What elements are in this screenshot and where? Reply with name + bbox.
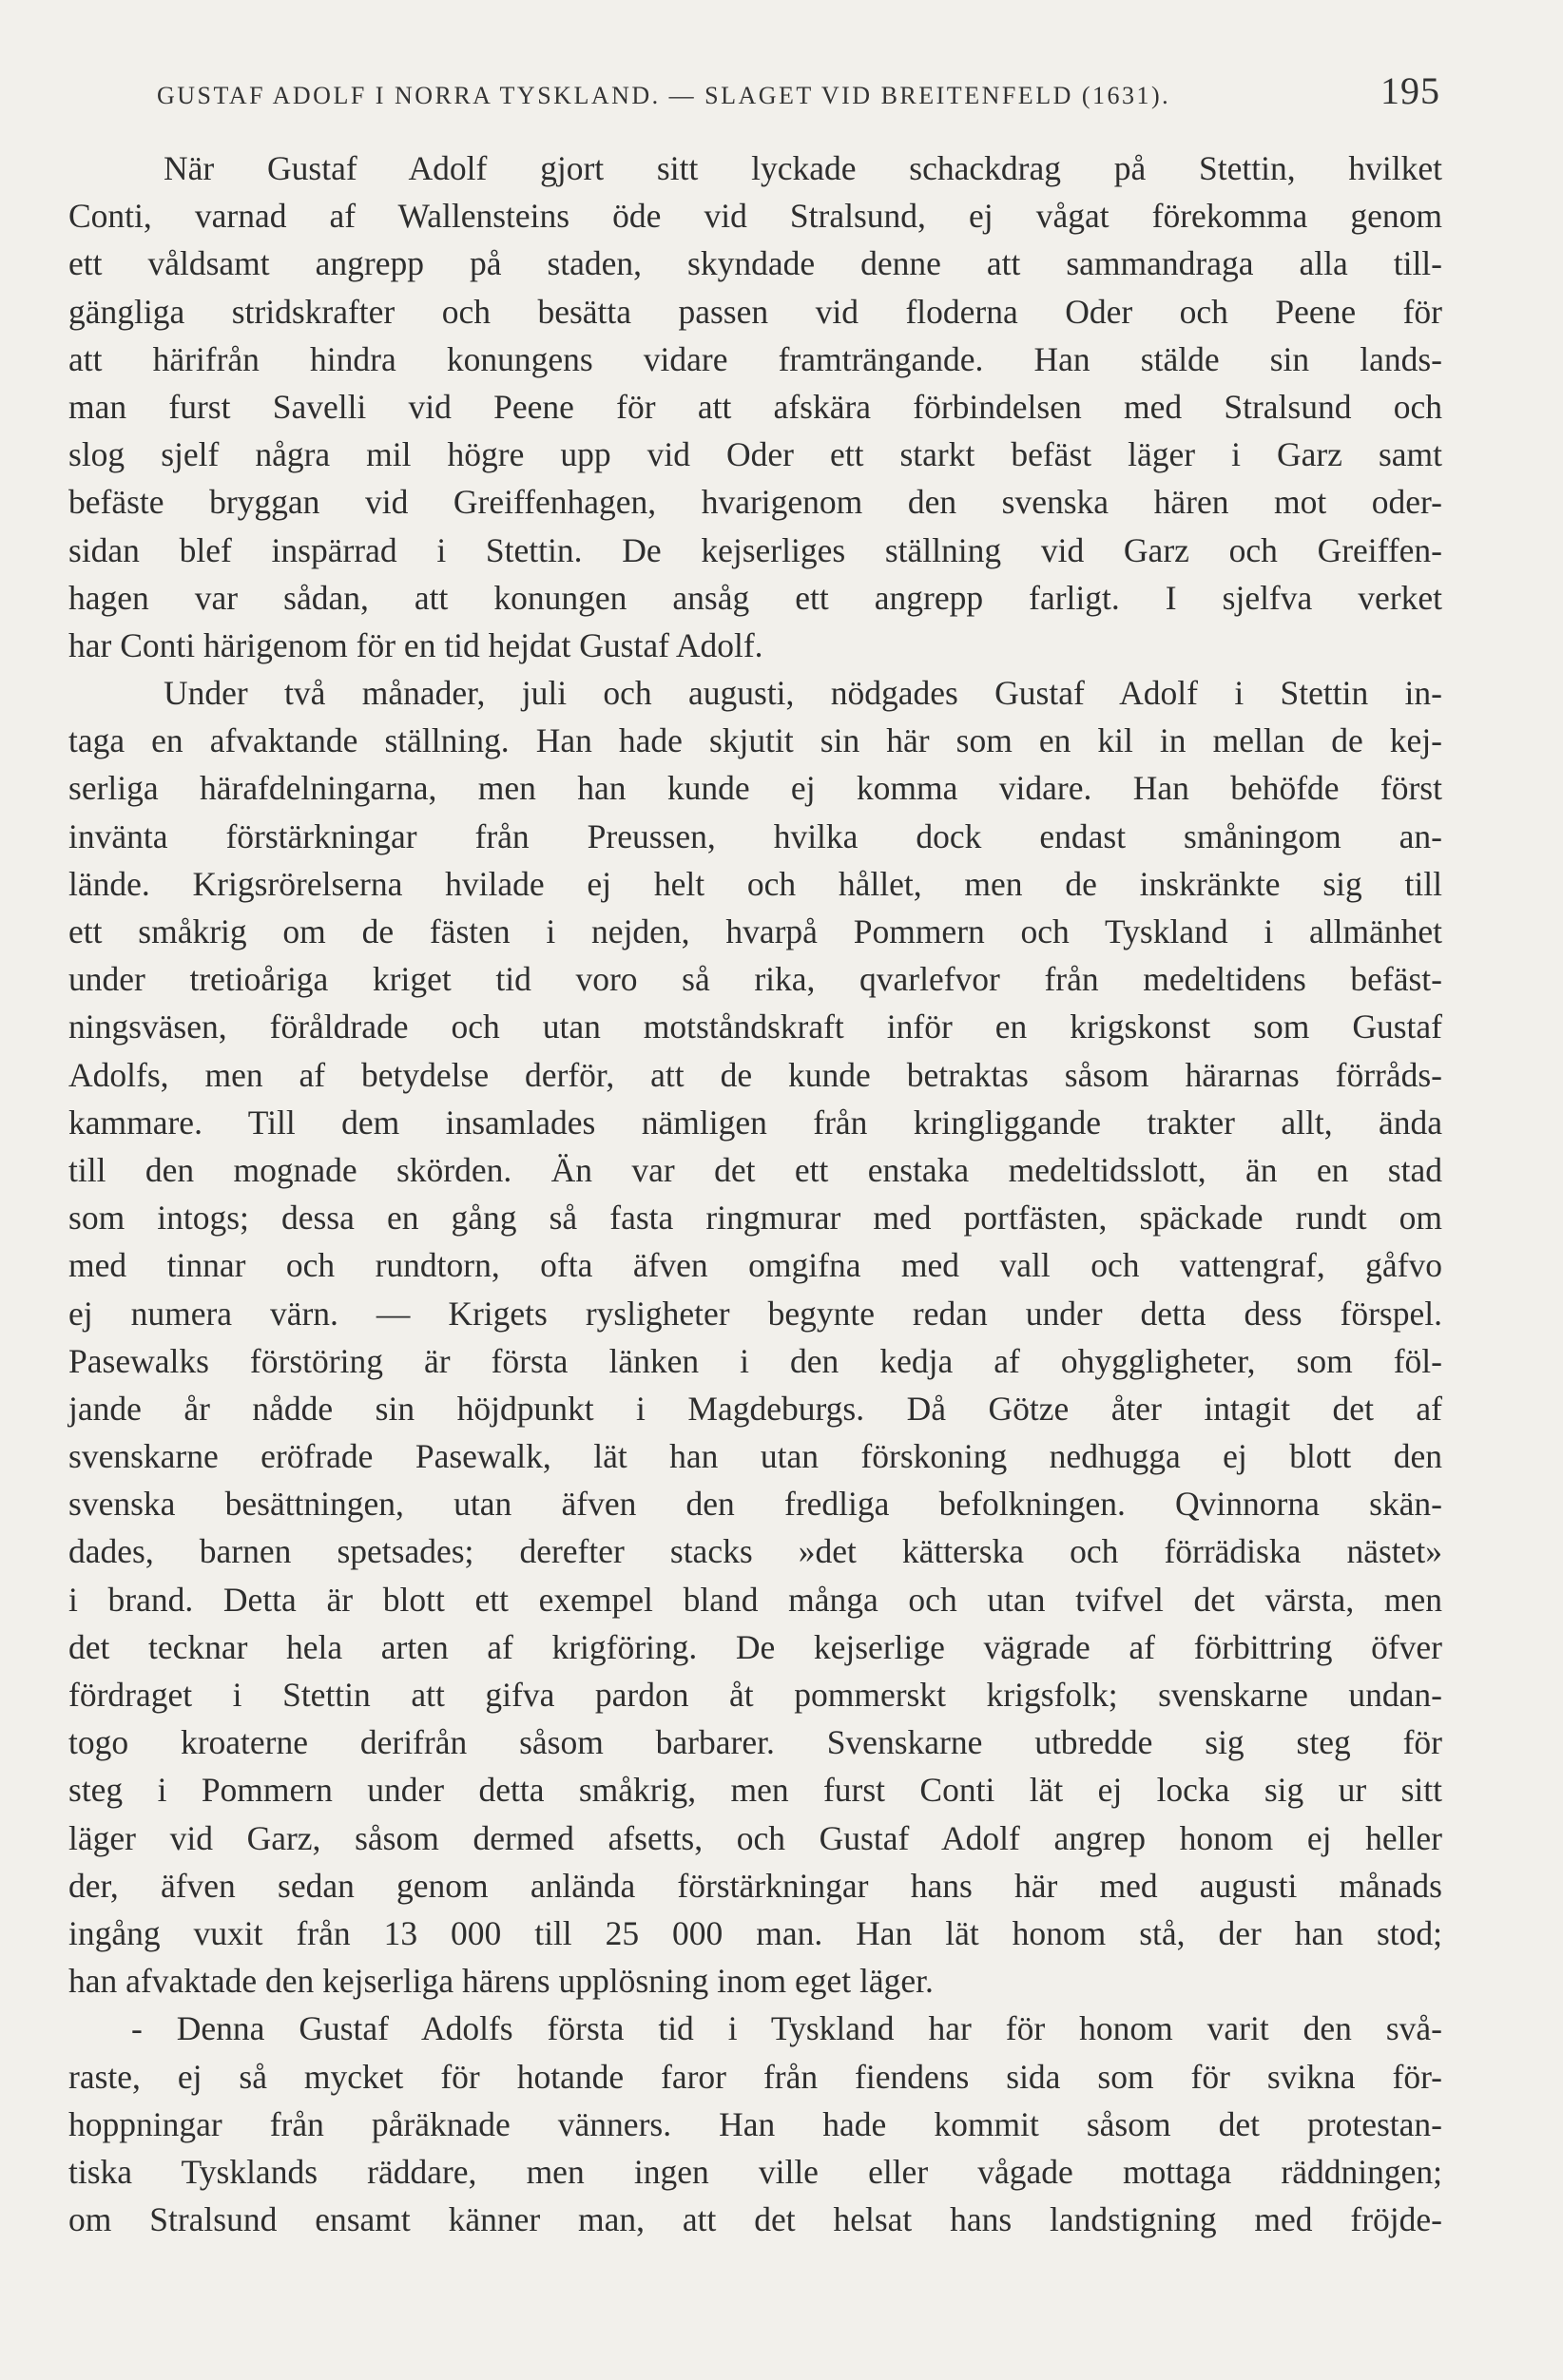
body-text (68, 144, 1442, 2243)
text-line: ett småkrig om de fästen i nejden, hvarpå Pommern och Tyskland i allmänhet (68, 912, 1442, 950)
text-line: i brand. Detta är blott ett exempel bland många och utan tvifvel det värsta, men (68, 1580, 1442, 1619)
text-line: jande år nådde sin höjdpunkt i Magdeburgs. Då Götze åter intagit det af (68, 1389, 1442, 1428)
text-line: gängliga stridskrafter och besätta passen vid floderna Oder och Peene för (68, 292, 1442, 331)
text-line: Under två månader, juli och augusti, nödgades Gustaf Adolf i Stettin in- (164, 674, 1442, 713)
text-line: tiska Tysklands räddare, men ingen ville eller vågade mottaga räddningen; (68, 2152, 1442, 2191)
text-line: det tecknar hela arten af krigföring. De kejserlige vägrade af förbittring öfver (68, 1627, 1442, 1666)
text-line: serliga härafdelningarna, men han kunde ej komma vidare. Han behöfde först (68, 769, 1442, 808)
text-line: lände. Krigsrörelserna hvilade ej helt och hållet, men de inskränkte sig till (68, 864, 1442, 903)
text-line: slog sjelf några mil högre upp vid Oder ett starkt befäst läger i Garz samt (68, 435, 1442, 474)
running-head (157, 68, 1440, 125)
text-line: som intogs; dessa en gång så fasta ringmurar med portfästen, späckade rundt om (68, 1199, 1442, 1238)
text-line: ej numera värn. — Krigets rysligheter begynte redan under detta dess förspel. (68, 1294, 1442, 1333)
text-line: togo kroaterne derifrån såsom barbarer. Svenskarne utbredde sig steg för (68, 1723, 1442, 1762)
text-line: fördraget i Stettin att gifva pardon åt pommerskt krigsfolk; svenskarne undan- (68, 1676, 1442, 1714)
text-line: svenska besättningen, utan äfven den fredliga befolkningen. Qvinnorna skän- (68, 1485, 1442, 1524)
text-line: steg i Pommern under detta småkrig, men furst Conti lät ej locka sig ur sitt (68, 1771, 1442, 1810)
text-line: der, äfven sedan genom anlända förstärkningar hans här med augusti månads (68, 1866, 1442, 1905)
text-line: att härifrån hindra konungens vidare framträngande. Han stälde sin lands- (68, 339, 1442, 378)
text-line: om Stralsund ensamt känner man, att det helsat hans landstigning med fröjde- (68, 2200, 1442, 2239)
text-line: befäste bryggan vid Greiffenhagen, hvarigenom den svenska hären mot oder- (68, 483, 1442, 522)
text-line: man furst Savelli vid Peene för att afskära förbindelsen med Stralsund och (68, 387, 1442, 426)
text-line: - Denna Gustaf Adolfs första tid i Tyskland har för honom varit den svå- (131, 2009, 1442, 2048)
text-line: hoppningar från påräknade vänners. Han hade kommit såsom det protestan- (68, 2104, 1442, 2143)
text-line: Adolfs, men af betydelse derför, att de kunde betraktas såsom härarnas förråds- (68, 1055, 1442, 1094)
text-line: med tinnar och rundtorn, ofta äfven omgifna med vall och vattengraf, gåfvo (68, 1246, 1442, 1285)
text-line: svenskarne eröfrade Pasewalk, lät han utan förskoning nedhugga ej blott den (68, 1437, 1442, 1476)
text-line: När Gustaf Adolf gjort sitt lyckade schackdrag på Stettin, hvilket (164, 149, 1442, 187)
running-title: GUSTAF ADOLF I NORRA TYSKLAND. — SLAGET VID BREITENFELD (1631). (157, 82, 1171, 109)
text-line: Conti, varnad af Wallensteins öde vid Stralsund, ej vågat förekomma genom (68, 197, 1442, 236)
text-line: hagen var sådan, att konungen ansåg ett angrepp farligt. I sjelfva verket (68, 578, 1442, 617)
text-line: har Conti härigenom för en tid hejdat Gustaf Adolf. (68, 625, 763, 664)
text-line: invänta förstärkningar från Preussen, hvilka dock endast småningom an- (68, 816, 1442, 855)
text-line: kammare. Till dem insamlades nämligen från kringliggande trakter allt, ända (68, 1103, 1442, 1142)
text-line: till den mognade skörden. Än var det ett enstaka medeltidsslott, än en stad (68, 1150, 1442, 1189)
text-line: dades, barnen spetsades; derefter stacks »det kätterska och förrädiska nästet» (68, 1532, 1442, 1571)
text-line: taga en afvaktande ställning. Han hade skjutit sin här som en kil in mellan de kej- (68, 721, 1442, 760)
text-line: ningsväsen, föråldrade och utan motståndskraft inför en krigskonst som Gustaf (68, 1008, 1442, 1046)
text-line: ingång vuxit från 13 000 till 25 000 man. Han lät honom stå, der han stod; (68, 1913, 1442, 1952)
text-line: ett våldsamt angrepp på staden, skyndade denne att sammandraga alla till- (68, 244, 1442, 283)
text-line: läger vid Garz, såsom dermed afsetts, och Gustaf Adolf angrep honom ej heller (68, 1818, 1442, 1857)
text-line: han afvaktade den kejserliga härens upplösning inom eget läger. (68, 1962, 934, 2001)
text-line: sidan blef inspärrad i Stettin. De kejserliges ställning vid Garz och Greiffen- (68, 530, 1442, 569)
text-line: raste, ej så mycket för hotande faror från fiendens sida som för svikna för- (68, 2057, 1442, 2096)
page-number: 195 (1380, 69, 1440, 112)
text-line: under tretioåriga kriget tid voro så rika, qvarlefvor från medeltidens befäst- (68, 960, 1442, 999)
text-line: Pasewalks förstöring är första länken i den kedja af ohyggligheter, som föl- (68, 1341, 1442, 1380)
